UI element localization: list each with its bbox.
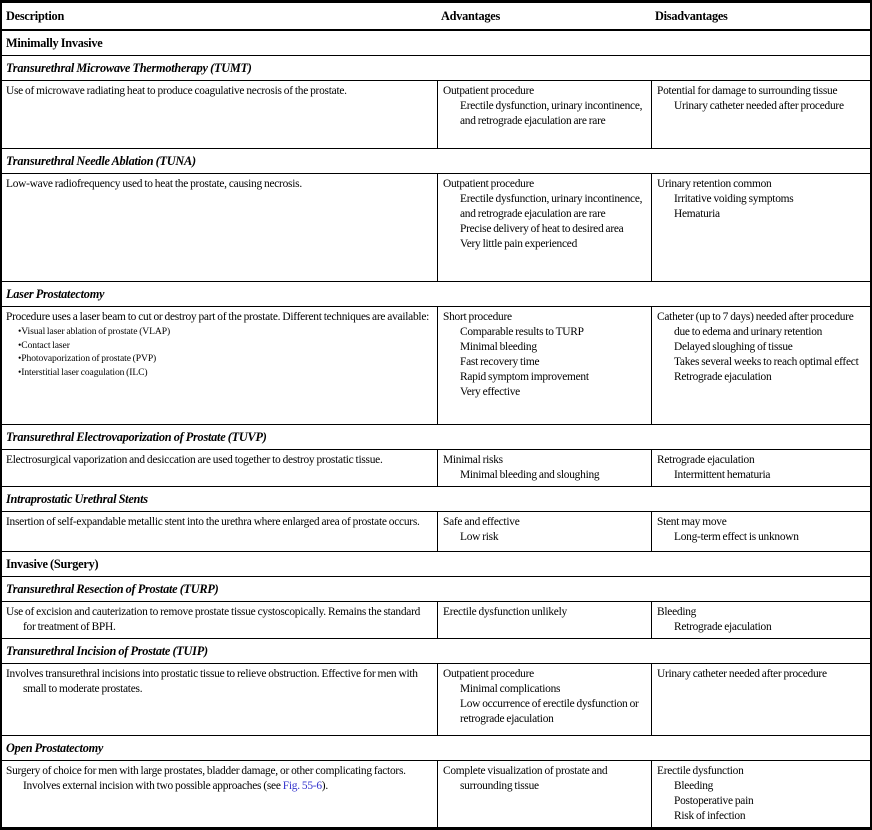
text-line: Precise delivery of heat to desired area xyxy=(460,223,624,235)
data-row xyxy=(2,307,870,425)
procedure-row xyxy=(2,639,870,664)
procedure-header: Transurethral Resection of Prostate (TURP) xyxy=(6,582,219,596)
text-line: Low-wave radiofrequency used to heat the prostate, causing necrosis. xyxy=(6,178,302,190)
procedure-header: Intraprostatic Urethral Stents xyxy=(6,492,148,506)
text-line: Risk of infection xyxy=(674,810,746,822)
description-cell xyxy=(2,664,437,735)
description-cell xyxy=(2,761,437,827)
data-row xyxy=(2,761,870,827)
text-line: Potential for damage to surrounding tissue xyxy=(657,85,838,97)
text-line: Fast recovery time xyxy=(460,356,540,368)
procedure-row xyxy=(2,56,870,81)
text-line: Outpatient procedure xyxy=(443,85,534,97)
section-header: Invasive (Surgery) xyxy=(6,557,99,571)
text-line: Erectile dysfunction unlikely xyxy=(443,606,567,618)
text-line: Erectile dysfunction, urinary incontinence, and retrograde ejaculation are rare xyxy=(460,193,643,220)
text-line: Procedure uses a laser beam to cut or destroy part of the prostate. Different techniques are available: xyxy=(6,311,430,323)
text-line: Erectile dysfunction xyxy=(657,765,744,777)
description-cell xyxy=(2,512,437,551)
advantages-cell xyxy=(437,664,651,735)
table-body xyxy=(2,31,870,827)
text-line: Insertion of self-expandable metallic stent into the urethra where enlarged area of prostate occurs. xyxy=(6,516,420,528)
data-row xyxy=(2,81,870,149)
text-line: Comparable results to TURP xyxy=(460,326,584,338)
text-segment: Surgery of choice for men with large prostates, bladder damage, or other complicating factors. Involves external incision with two possible approaches (see xyxy=(6,765,406,792)
data-row xyxy=(2,174,870,282)
data-row xyxy=(2,602,870,639)
procedure-row xyxy=(2,149,870,174)
section-row xyxy=(2,552,870,577)
text-line: Minimal complications xyxy=(460,683,561,695)
text-line: Postoperative pain xyxy=(674,795,754,807)
advantages-cell xyxy=(437,512,651,551)
text-line: Delayed sloughing of tissue xyxy=(674,341,793,353)
text-line: Outpatient procedure xyxy=(443,668,534,680)
advantages-cell xyxy=(437,81,651,148)
table-header-row xyxy=(2,3,870,31)
text-line: Catheter (up to 7 days) needed after procedure due to edema and urinary retention xyxy=(657,311,854,338)
advantages-cell xyxy=(437,174,651,281)
disadvantages-cell xyxy=(651,450,870,486)
column-header-description: Description xyxy=(6,9,65,23)
description-cell xyxy=(2,602,437,638)
advantages-cell xyxy=(437,602,651,638)
text-line: Minimal bleeding and sloughing xyxy=(460,469,600,481)
disadvantages-cell xyxy=(651,602,870,638)
procedure-row xyxy=(2,577,870,602)
description-cell xyxy=(2,174,437,281)
advantages-cell xyxy=(437,761,651,827)
text-line: Takes several weeks to reach optimal effect xyxy=(674,356,859,368)
disadvantages-cell xyxy=(651,761,870,827)
text-line: Low risk xyxy=(460,531,499,543)
text-line: Stent may move xyxy=(657,516,727,528)
text-line: Minimal bleeding xyxy=(460,341,537,353)
text-line: Low occurrence of erectile dysfunction or retrograde ejaculation xyxy=(460,698,639,725)
advantages-cell xyxy=(437,450,651,486)
procedure-row xyxy=(2,425,870,450)
text-line: Very little pain experienced xyxy=(460,238,578,250)
bullet-item: • Photovaporization of prostate (PVP) xyxy=(6,352,433,366)
text-segment: ). xyxy=(321,780,328,792)
column-header-advantages: Advantages xyxy=(441,9,500,23)
text-line: Safe and effective xyxy=(443,516,520,528)
text-line: Minimal risks xyxy=(443,454,503,466)
text-line: Intermittent hematuria xyxy=(674,469,771,481)
procedure-row xyxy=(2,487,870,512)
text-line: Complete visualization of prostate and surrounding tissue xyxy=(443,765,608,792)
text-line: Outpatient procedure xyxy=(443,178,534,190)
procedure-row xyxy=(2,282,870,307)
text-line: Rapid symptom improvement xyxy=(460,371,589,383)
bullet-item: • Visual laser ablation of prostate (VLAP) xyxy=(6,325,433,339)
text-line: Retrograde ejaculation xyxy=(674,621,772,633)
procedure-header: Laser Prostatectomy xyxy=(6,287,105,301)
text-line xyxy=(6,764,433,794)
data-row xyxy=(2,450,870,487)
procedure-header: Transurethral Incision of Prostate (TUIP) xyxy=(6,644,208,658)
text-line: Retrograde ejaculation xyxy=(657,454,755,466)
text-line: Bleeding xyxy=(674,780,714,792)
disadvantages-cell xyxy=(651,174,870,281)
text-line: Urinary catheter needed after procedure xyxy=(674,100,844,112)
figure-cross-reference-link[interactable]: Fig. 55-6 xyxy=(282,780,322,792)
text-line: Irritative voiding symptoms xyxy=(674,193,794,205)
column-header-disadvantages: Disadvantages xyxy=(655,9,728,23)
procedure-header: Open Prostatectomy xyxy=(6,741,104,755)
description-cell xyxy=(2,81,437,148)
text-line: Hematuria xyxy=(674,208,720,220)
description-cell xyxy=(2,307,437,424)
bullet-item: • Interstitial laser coagulation (ILC) xyxy=(6,366,433,380)
disadvantages-cell xyxy=(651,664,870,735)
text-line: Involves transurethral incisions into prostatic tissue to relieve obstruction. Effective for men with small to moderate prostates. xyxy=(6,668,418,695)
procedure-row xyxy=(2,736,870,761)
text-line: Electrosurgical vaporization and desiccation are used together to destroy prostatic tissue. xyxy=(6,454,383,466)
bullet-item: • Contact laser xyxy=(6,339,433,353)
disadvantages-cell xyxy=(651,512,870,551)
text-line: Retrograde ejaculation xyxy=(674,371,772,383)
disadvantages-cell xyxy=(651,307,870,424)
procedure-header: Transurethral Microwave Thermotherapy (TUMT) xyxy=(6,61,252,75)
text-line: Use of microwave radiating heat to produce coagulative necrosis of the prostate. xyxy=(6,85,347,97)
text-line: Bleeding xyxy=(657,606,697,618)
text-line: Use of excision and cauterization to remove prostate tissue cystoscopically. Remains the standard for treatment of BPH. xyxy=(6,606,421,633)
procedure-header: Transurethral Electrovaporization of Prostate (TUVP) xyxy=(6,430,267,444)
data-row xyxy=(2,664,870,736)
advantages-cell xyxy=(437,307,651,424)
disadvantages-cell xyxy=(651,81,870,148)
data-row xyxy=(2,512,870,552)
text-line: Urinary catheter needed after procedure xyxy=(657,668,827,680)
text-line: Short procedure xyxy=(443,311,512,323)
text-line: Long-term effect is unknown xyxy=(674,531,799,543)
text-line: Very effective xyxy=(460,386,520,398)
text-line: Urinary retention common xyxy=(657,178,772,190)
procedure-header: Transurethral Needle Ablation (TUNA) xyxy=(6,154,196,168)
description-cell xyxy=(2,450,437,486)
text-line: Erectile dysfunction, urinary incontinence, and retrograde ejaculation are rare xyxy=(460,100,643,127)
section-row xyxy=(2,31,870,56)
section-header: Minimally Invasive xyxy=(6,36,103,50)
